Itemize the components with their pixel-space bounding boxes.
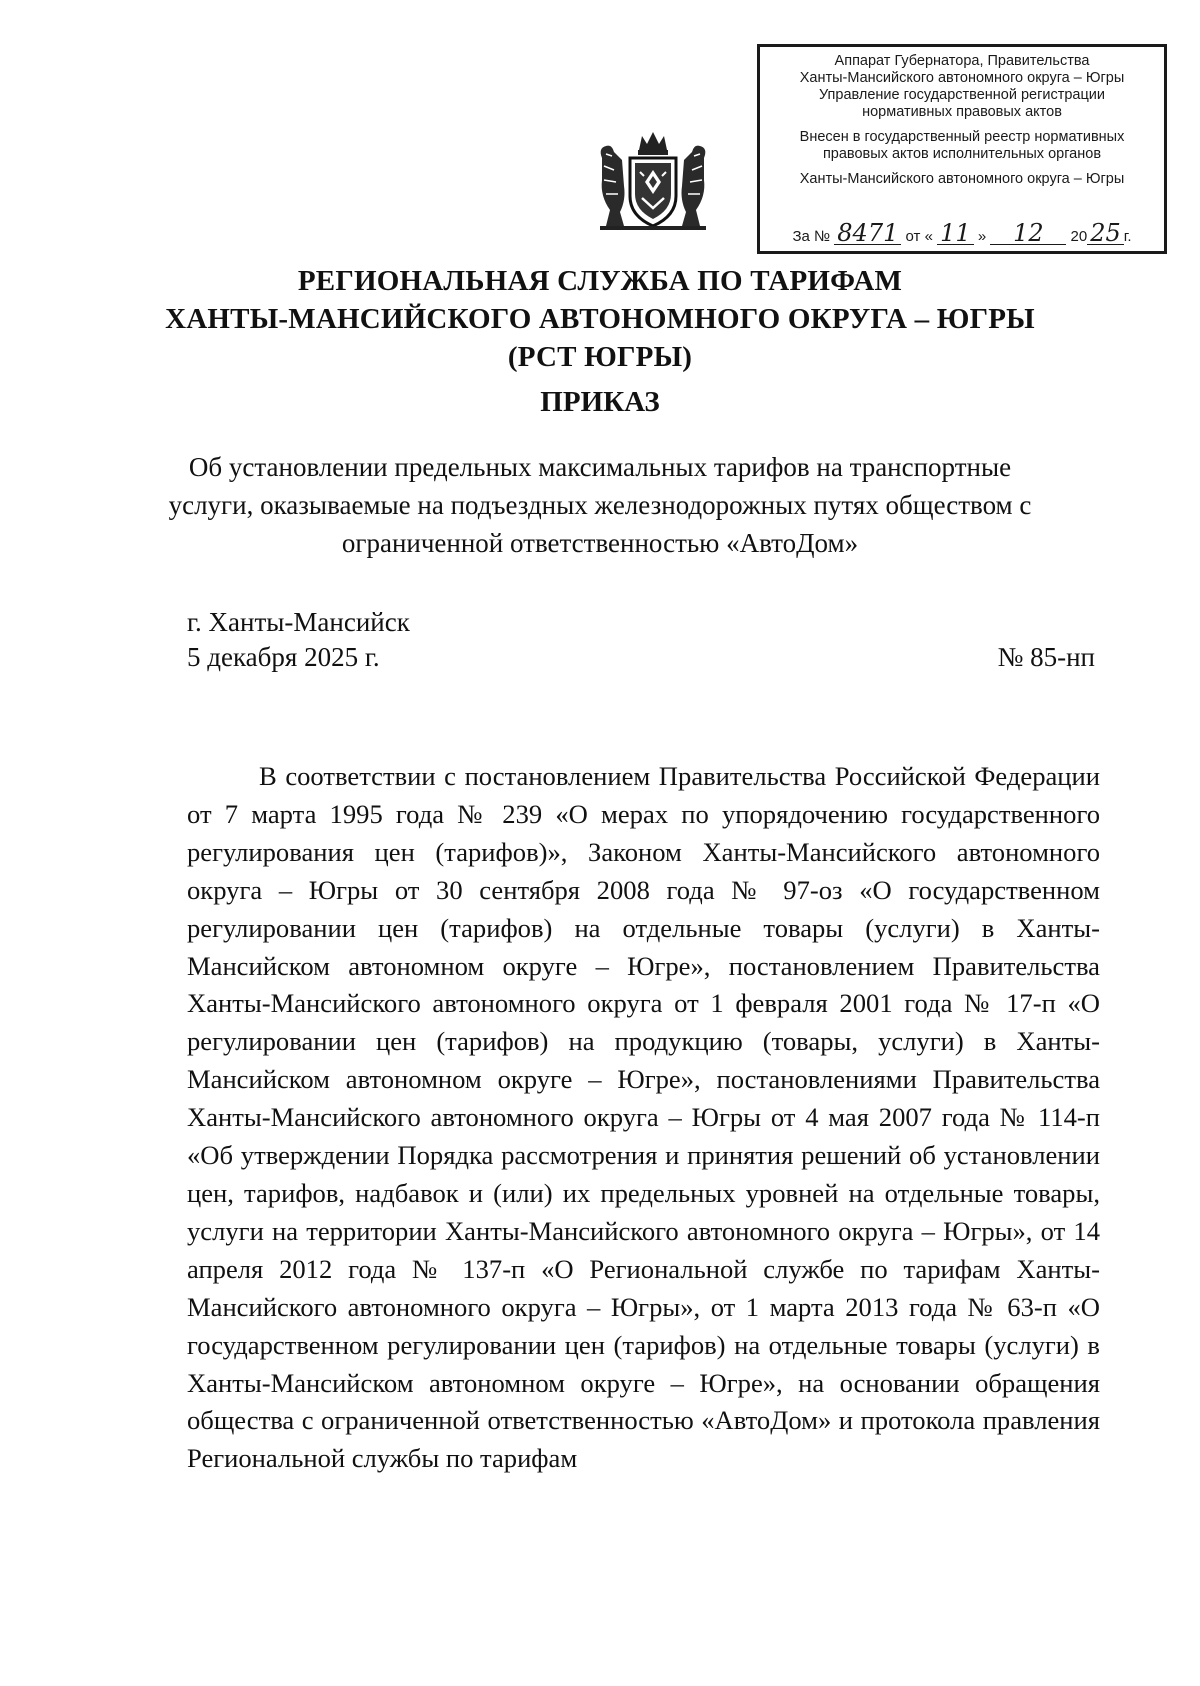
document-number: № 85-нп (997, 642, 1095, 672)
stamp-registration-line (760, 219, 1164, 247)
organization-name-line: РЕГИОНАЛЬНАЯ СЛУЖБА ПО ТАРИФАМ (297, 265, 903, 297)
organization-name-line: ХАНТЫ-МАНСИЙСКОГО АВТОНОМНОГО ОКРУГА – ЮГРЫ (165, 303, 1035, 335)
stamp-line: Аппарат Губернатора, Правительства (834, 53, 1090, 69)
document-type: ПРИКАЗ (540, 386, 660, 418)
stamp-reg-day: 11 (937, 222, 974, 245)
stamp-line: нормативных правовых актов (862, 104, 1062, 120)
document-date: 5 декабря 2025 г. (187, 642, 380, 672)
stamp-line: Управление государственной регистрации (818, 87, 1106, 103)
stamp-reg-year-suffix: г. (1123, 228, 1132, 245)
stamp-line: Внесен в государственный реестр нормативных (799, 129, 1125, 145)
stamp-reg-year-prefix: 20 (1070, 228, 1088, 245)
stamp-line: Ханты-Мансийского автономного округа – Югры (799, 171, 1125, 187)
stamp-reg-close: » (977, 228, 987, 245)
registration-stamp (757, 44, 1167, 254)
stamp-reg-prefix: За № (792, 228, 831, 245)
stamp-reg-number: 8471 (834, 222, 901, 245)
body-paragraph: В соответствии с постановлением Правительства Российской Федерации от 7 марта 1995 года № 239 «О мерах по упорядочению государственного регулирования цен (тарифов)», Законом Ханты-Мансийского автономного округа – Югры от 30 сентября 2008 года № 97-оз «О государственном регулировании цен (тарифов) на отдельные товары (услуги) в Ханты-Мансийском автономном округе – Югре», постановлением Правительства Ханты-Мансийского автономного округа от 1 февраля 2001 года № 17-п «О регулировании цен (тарифов) на продукцию (товары, услуги) в Ханты-Мансийском автономном округе – Югре», постановлениями Правительства Ханты-Мансийского автономного округа – Югры от 4 мая 2007 года № 114-п «Об утверждении Порядка рассмотрения и принятия решений об установлении цен, тарифов, надбавок и (или) их предельных уровней на отдельные товары, услуги на территории Ханты-Мансийского автономного округа – Югры», от 14 апреля 2012 года № 137-п «О Региональной службе по тарифам Ханты-Мансийского автономного округа – Югры», от 1 марта 2013 года № 63-п «О государственном регулировании цен (тарифов) на отдельные товары (услуги) в Ханты-Мансийском автономном округе – Югре», на основании обращения общества с ограниченной ответственностью «АвтоДом» и протокола правления Региональной службы по тарифам (187, 761, 1100, 1474)
stamp-reg-month: 12 (990, 222, 1066, 245)
document-place: г. Ханты-Мансийск (187, 607, 410, 637)
stamp-line: правовых актов исполнительных органов (822, 146, 1102, 162)
stamp-line: Ханты-Мансийского автономного округа – Югры (799, 70, 1125, 86)
stamp-reg-year: 25 (1087, 222, 1124, 245)
stamp-reg-from: от « (905, 228, 933, 245)
organization-abbreviation: (РСТ ЮГРЫ) (507, 341, 693, 373)
coat-of-arms-icon (592, 130, 714, 232)
document-subject: Об установлении предельных максимальных тарифов на транспортные услуги, оказываемые на подъездных железнодорожных путях обществом с ограниченной ответственностью «АвтоДом» (168, 452, 1032, 558)
organization-name (0, 262, 1200, 376)
